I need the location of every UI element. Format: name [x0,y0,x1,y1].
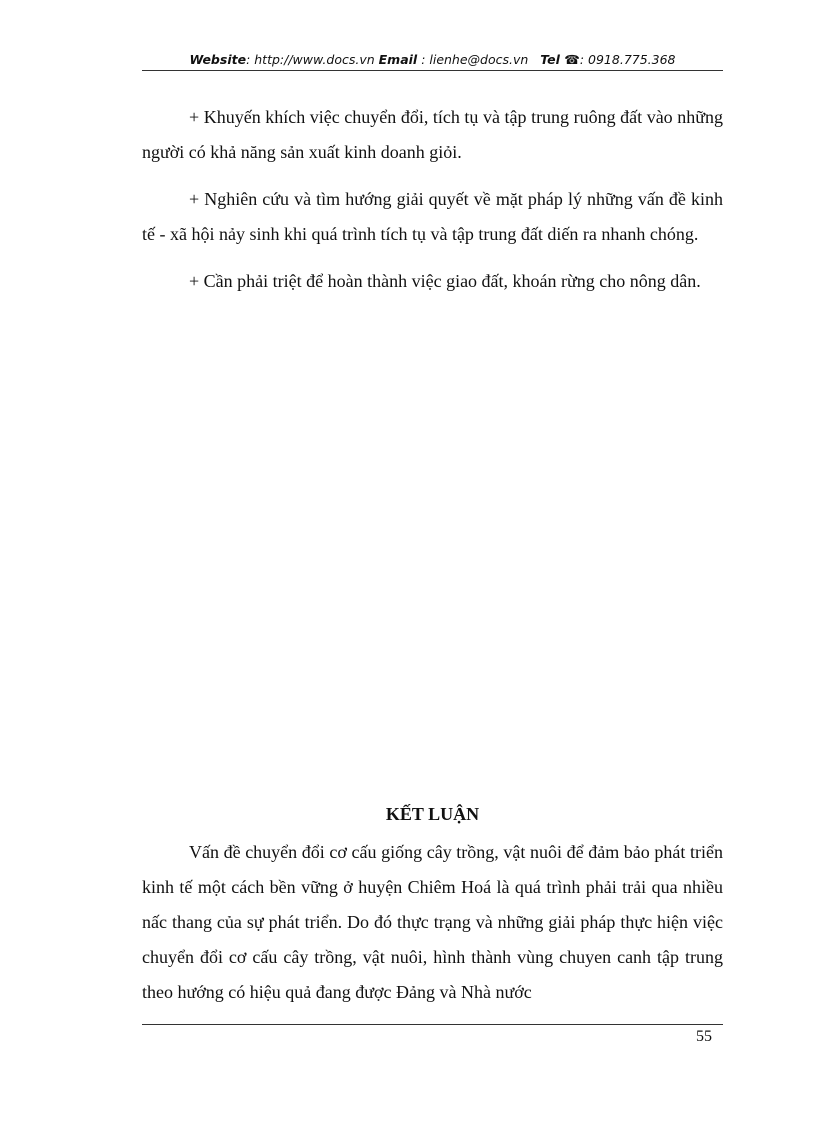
website-label: Website [189,52,247,67]
page-header [142,50,723,70]
paragraph-land-consolidation: + Khuyến khích việc chuyển đổi, tích tụ và tập trung ruông đất vào những người có khả năng sản xuất kinh doanh giỏi. [142,107,723,162]
email-value: : lienhe@docs.vn [417,52,529,67]
tel-label: Tel ☎ [540,52,580,67]
header-rule [142,70,723,71]
body-text [142,100,723,311]
conclusion-paragraph: Vấn đề chuyển đổi cơ cấu giống cây trồng, vật nuôi để đảm bảo phát triển kinh tế một cách bền vững ở huyện Chiêm Hoá là quá trình phải trải qua nhiều nấc thang của sự phát triển. Do đó thực trạng và những giải pháp thực hiện việc chuyển đổi cơ cấu cây trồng, vật nuôi, hình thành vùng chuyen canh tập trung theo hướng có hiệu quả đang được Đảng và Nhà nước [142,842,723,1002]
tel-value: : 0918.775.368 [579,52,676,67]
footer-rule [142,1024,723,1025]
conclusion-section [142,800,723,1010]
page-number: 55 [696,1028,712,1045]
email-label: Email [378,52,418,67]
conclusion-heading: KẾT LUẬN [385,804,480,824]
paragraph-legal-research: + Nghiên cứu và tìm hướng giải quyết về mặt pháp lý những vấn đề kinh tế - xã hội nảy sinh khi quá trình tích tụ và tập trung đất diến ra nhanh chóng. [142,189,723,244]
paragraph-land-allocation: + Cần phải triệt để hoàn thành việc giao đất, khoán rừng cho nông dân. [189,271,701,291]
website-value: : http://www.docs.vn [246,52,375,67]
